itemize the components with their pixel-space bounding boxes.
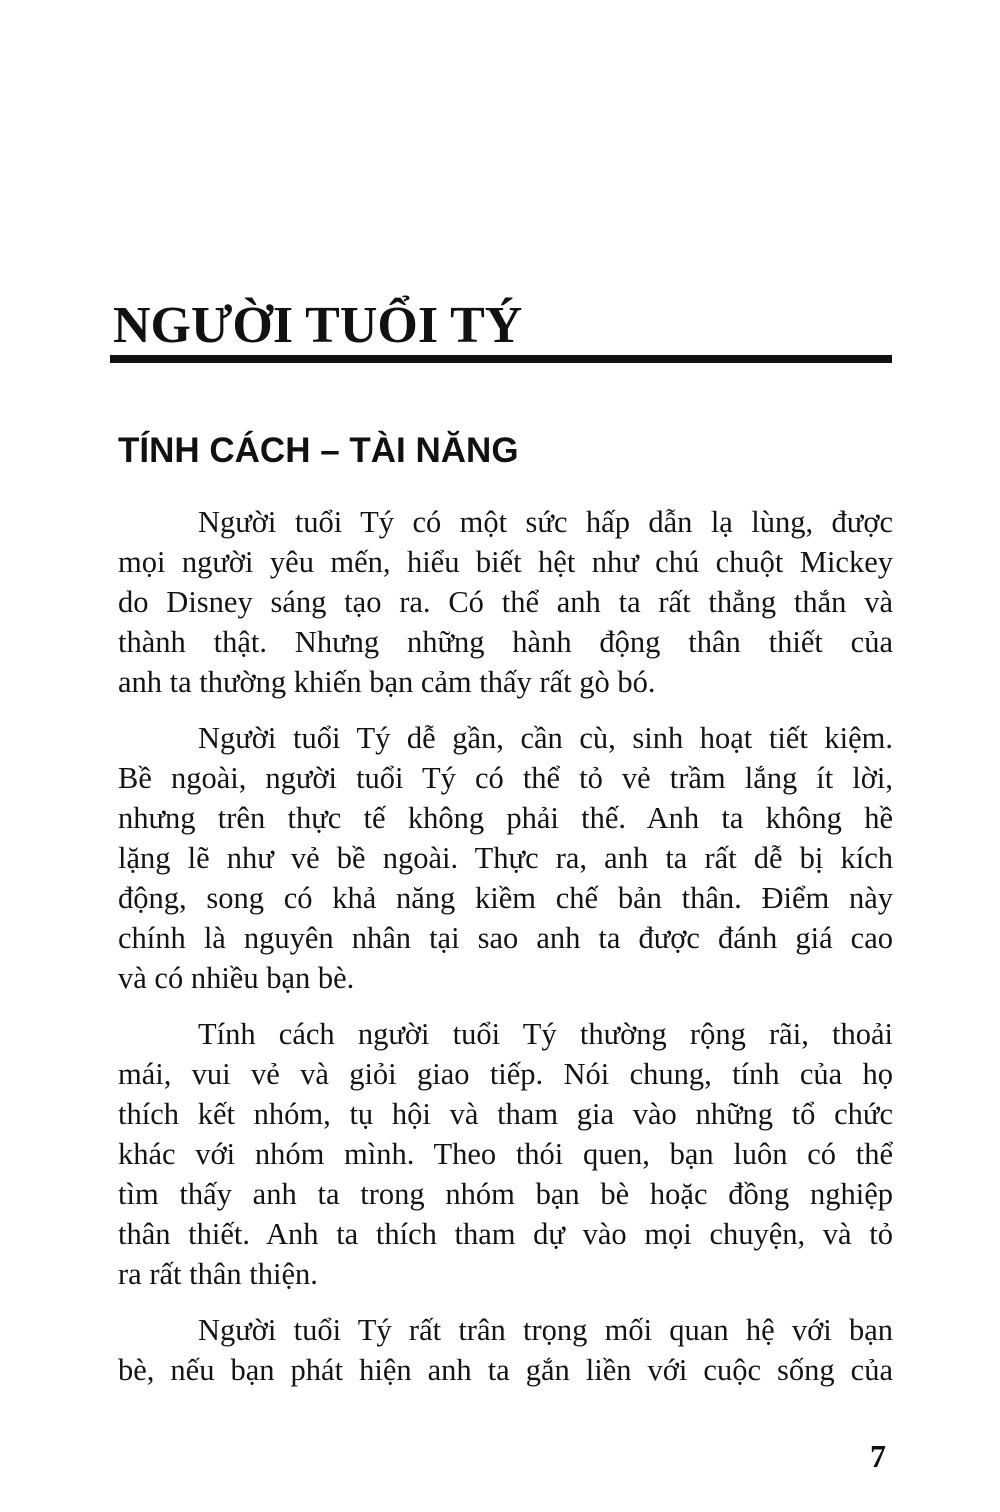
paragraph-line: thành thật. Nhưng những hành động thân thiết của: [118, 625, 893, 659]
paragraph-line: nhưng trên thực tế không phải thế. Anh ta không hề: [118, 801, 893, 835]
paragraph-1: [118, 502, 893, 702]
body-text: [118, 502, 893, 1406]
paragraph-line: chính là nguyên nhân tại sao anh ta được đánh giá cao: [118, 921, 893, 955]
paragraph-line: mọi người yêu mến, hiểu biết hệt như chú chuột Mickey: [118, 545, 893, 579]
paragraph-line: ra rất thân thiện.: [118, 1257, 318, 1291]
paragraph-line: và có nhiều bạn bè.: [118, 961, 355, 995]
paragraph-line: tìm thấy anh ta trong nhóm bạn bè hoặc đồng nghiệp: [118, 1177, 893, 1211]
paragraph-4: [118, 1310, 893, 1390]
paragraph-line: bè, nếu bạn phát hiện anh ta gắn liền với cuộc sống của: [118, 1353, 893, 1387]
paragraph-line: do Disney sáng tạo ra. Có thể anh ta rất thẳng thắn và: [118, 585, 893, 619]
paragraph-line: động, song có khả năng kiềm chế bản thân. Điểm này: [118, 881, 893, 915]
paragraph-line: Người tuổi Tý dễ gần, cần cù, sinh hoạt tiết kiệm.: [198, 721, 893, 755]
paragraph-line: Người tuổi Tý có một sức hấp dẫn lạ lùng, được: [198, 505, 893, 539]
chapter-title: NGƯỜI TUỔI TÝ: [113, 297, 523, 354]
paragraph-3: [118, 1014, 893, 1294]
paragraph-line: thân thiết. Anh ta thích tham dự vào mọi chuyện, và tỏ: [118, 1217, 893, 1251]
paragraph-line: khác với nhóm mình. Theo thói quen, bạn luôn có thể: [118, 1137, 893, 1171]
paragraph-line: Bề ngoài, người tuổi Tý có thể tỏ vẻ trầm lắng ít lời,: [118, 761, 893, 795]
paragraph-2: [118, 718, 893, 998]
page-number: 7: [870, 1438, 886, 1474]
paragraph-line: mái, vui vẻ và giỏi giao tiếp. Nói chung, tính của họ: [118, 1057, 893, 1091]
paragraph-line: thích kết nhóm, tụ hội và tham gia vào những tổ chức: [118, 1097, 893, 1131]
paragraph-line: Người tuổi Tý rất trân trọng mối quan hệ với bạn: [198, 1313, 893, 1347]
paragraph-line: anh ta thường khiến bạn cảm thấy rất gò bó.: [118, 665, 656, 699]
section-heading: TÍNH CÁCH – TÀI NĂNG: [118, 431, 519, 470]
title-underline-rule: [110, 355, 892, 363]
paragraph-line: lặng lẽ như vẻ bề ngoài. Thực ra, anh ta rất dễ bị kích: [118, 841, 893, 875]
paragraph-line: Tính cách người tuổi Tý thường rộng rãi, thoải: [198, 1017, 893, 1051]
